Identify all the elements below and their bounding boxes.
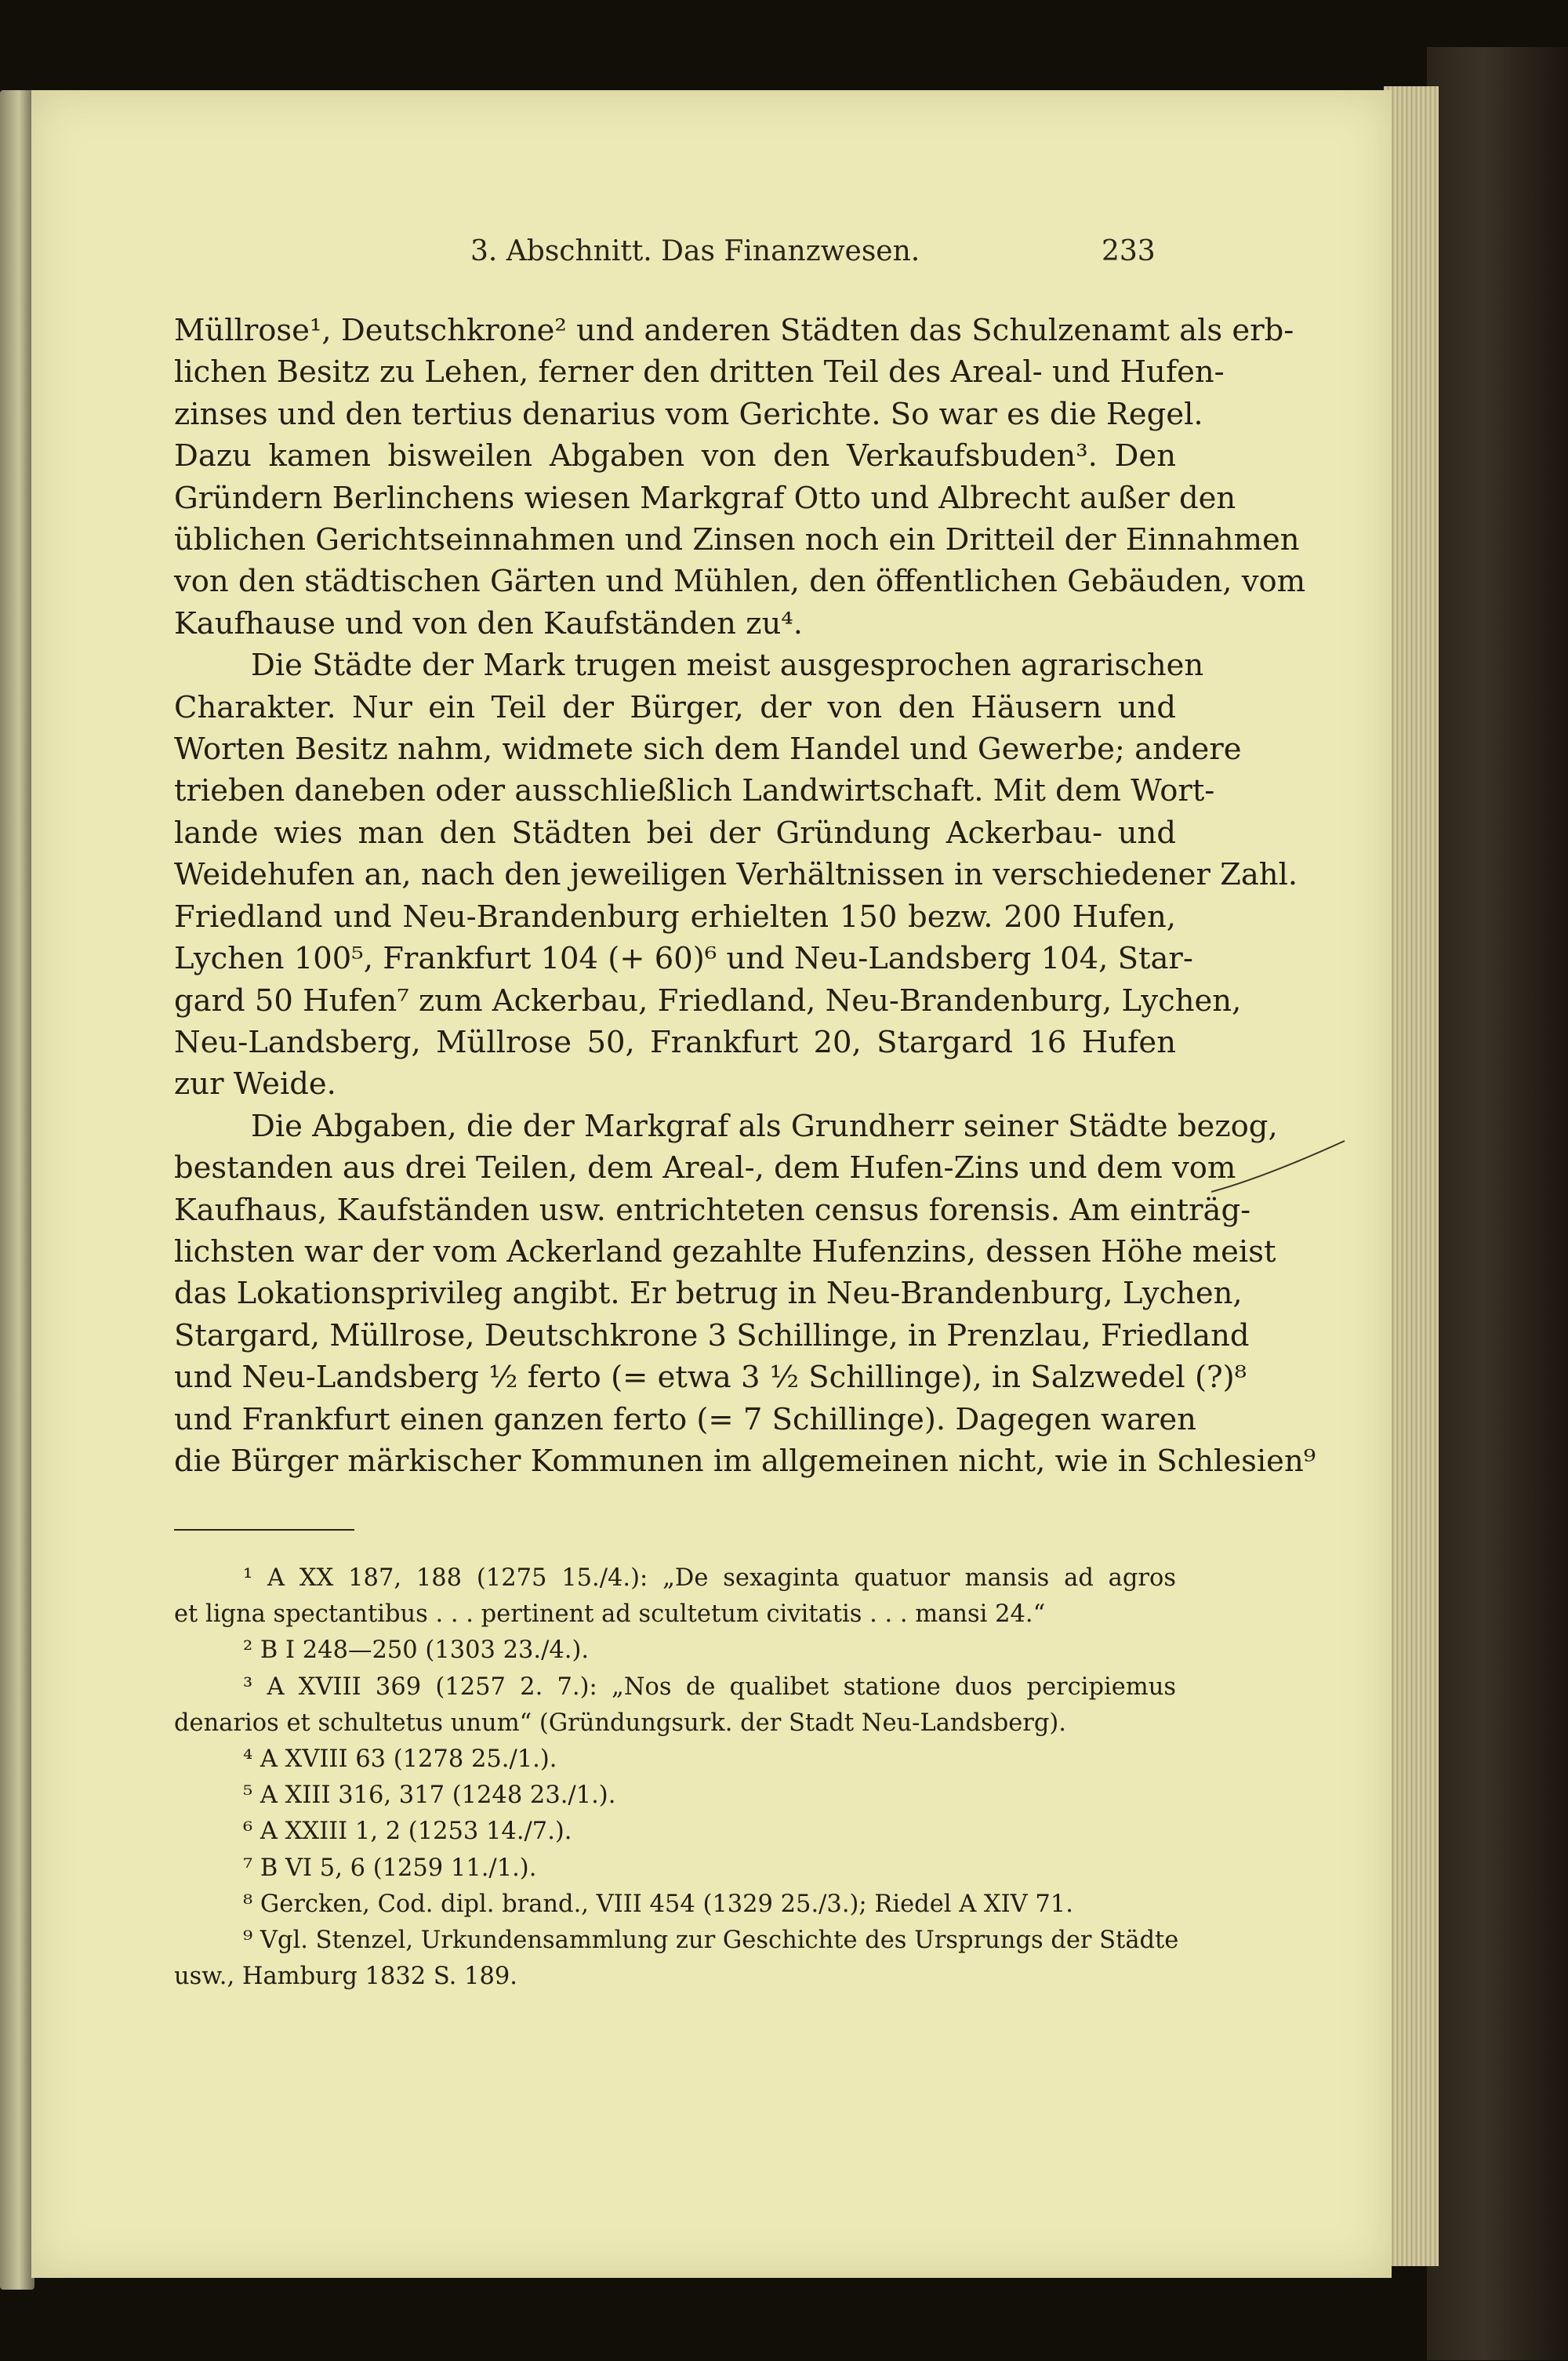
footnote-line: usw., Hamburg 1832 S. 189. (174, 1963, 517, 1991)
footnote-rule (174, 1529, 354, 1531)
text-line: Stargard, Müllrose, Deutschkrone 3 Schillinge, in Prenzlau, Friedland (174, 1317, 1250, 1353)
footnote-line: ⁵ A XIII 316, 317 (1248 23./1.). (243, 1782, 616, 1810)
text-line: zinses und den tertius denarius vom Gerichte. So war es die Regel. (174, 396, 1203, 432)
book-spine (1427, 47, 1568, 2360)
pencil-mark (1207, 1137, 1348, 1200)
text-line: lichen Besitz zu Lehen, ferner den dritten Teil des Areal- und Hufen- (174, 354, 1225, 390)
text-line: Müllrose¹, Deutschkrone² und anderen Städten das Schulzenamt als erb- (174, 313, 1294, 348)
text-line: von den städtischen Gärten und Mühlen, den öffentlichen Gebäuden, vom (174, 564, 1306, 600)
page-stack-edge (1384, 86, 1439, 2266)
text-line: gard 50 Hufen⁷ zum Ackerbau, Friedland, Neu-Brandenburg, Lychen, (174, 983, 1242, 1019)
main-text (174, 310, 1316, 1482)
text-line: die Bürger märkischer Kommunen im allgemeinen nicht, wie in Schlesien⁹ (174, 1443, 1316, 1479)
text-line: Weidehufen an, nach den jeweiligen Verhältnissen in verschiedener Zahl. (174, 857, 1298, 893)
text-line: Die Städte der Mark trugen meist ausgesprochen agrarischen (251, 648, 1204, 684)
footnote-line: ⁷ B VI 5, 6 (1259 11./1.). (243, 1854, 537, 1882)
footnote-line: denarios et schultetus unum“ (Gründungsurk. der Stadt Neu-Landsberg). (174, 1709, 1067, 1737)
footnotes (174, 1560, 1179, 1995)
text-line: zur Weide. (174, 1066, 336, 1102)
text-line: Kaufhaus, Kaufständen usw. entrichteten census forensis. Am einträg- (174, 1192, 1251, 1228)
text-line: Die Abgaben, die der Markgraf als Grundherr seiner Städte bezog, (251, 1108, 1278, 1144)
text-line: lichsten war der vom Ackerland gezahlte Hufenzins, dessen Höhe meist (174, 1233, 1276, 1269)
footnote-line: ⁹ Vgl. Stenzel, Urkundensammlung zur Geschichte des Ursprungs der Städte (243, 1927, 1179, 1955)
text-line: und Neu-Landsberg ½ ferto (= etwa 3 ½ Schillinge), in Salzwedel (?)⁸ (174, 1360, 1247, 1396)
text-line: Gründern Berlinchens wiesen Markgraf Otto und Albrecht außer den (174, 480, 1236, 516)
footnote-line: et ligna spectantibus . . . pertinent ad scultetum civitatis . . . mansi 24.“ (174, 1600, 1046, 1629)
footnote-line: ¹ A XX 187, 188 (1275 15./4.): „De sexaginta quatuor mansis ad agros (243, 1564, 1176, 1592)
text-line: lande wies man den Städten bei der Gründung Ackerbau- und (174, 815, 1176, 851)
text-line: Neu-Landsberg, Müllrose 50, Frankfurt 20, Stargard 16 Hufen (174, 1024, 1176, 1060)
chapter-title: 3. Abschnitt. Das Finanzwesen. (470, 235, 920, 267)
text-line: Friedland und Neu-Brandenburg erhielten 150 bezw. 200 Hufen, (174, 899, 1176, 935)
text-line: Kaufhause und von den Kaufständen zu⁴. (174, 605, 803, 641)
text-line: Dazu kamen bisweilen Abgaben von den Verkaufsbuden³. Den (174, 438, 1176, 474)
footnote-line: ⁸ Gercken, Cod. dipl. brand., VIII 454 (1329 25./3.); Riedel A XIV 71. (243, 1890, 1073, 1918)
footnote-line: ⁴ A XVIII 63 (1278 25./1.). (243, 1745, 557, 1774)
text-line: Charakter. Nur ein Teil der Bürger, der von den Häusern und (174, 689, 1176, 725)
text-line: üblichen Gerichtseinnahmen und Zinsen noch ein Dritteil der Einnahmen (174, 522, 1300, 558)
text-line: Worten Besitz nahm, widmete sich dem Handel und Gewerbe; andere (174, 732, 1242, 768)
running-header (157, 235, 1176, 282)
text-line: bestanden aus drei Teilen, dem Areal-, dem Hufen-Zins und dem vom (174, 1150, 1236, 1186)
footnote-line: ³ A XVIII 369 (1257 2. 7.): „Nos de qualibet statione duos percipiemus (243, 1673, 1176, 1701)
text-line: und Frankfurt einen ganzen ferto (= 7 Schillinge). Dagegen waren (174, 1401, 1196, 1437)
page-number: 233 (1102, 235, 1156, 267)
text-line: trieben daneben oder ausschließlich Landwirtschaft. Mit dem Wort- (174, 773, 1215, 809)
left-page-edge (0, 90, 34, 2290)
footnote-line: ² B I 248—250 (1303 23./4.). (243, 1636, 590, 1665)
footnote-line: ⁶ A XXIII 1, 2 (1253 14./7.). (243, 1818, 572, 1846)
text-line: das Lokationsprivileg angibt. Er betrug in Neu-Brandenburg, Lychen, (174, 1276, 1243, 1312)
text-line: Lychen 100⁵, Frankfurt 104 (+ 60)⁶ und Neu-Landsberg 104, Star- (174, 941, 1193, 977)
